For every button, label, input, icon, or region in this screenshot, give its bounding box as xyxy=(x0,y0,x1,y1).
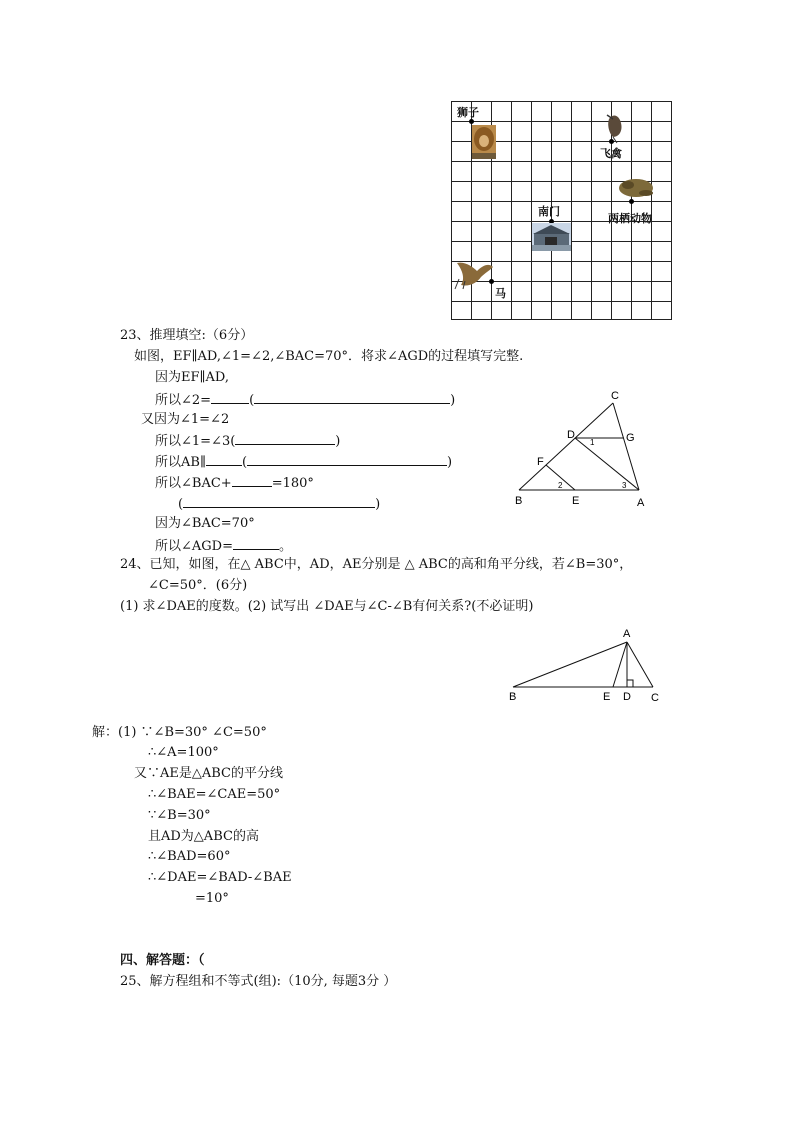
solution-line5: 且AD为△ABC的高 xyxy=(148,829,259,844)
solution-line8: =10° xyxy=(195,891,229,906)
horse-picture xyxy=(455,263,493,289)
frog-picture xyxy=(619,179,653,197)
gate-label: 南门 xyxy=(538,205,560,218)
fig23-angle-3: 3 xyxy=(622,481,627,490)
solution-line6: ∴∠BAD=60° xyxy=(148,849,231,864)
fig23-label-C: C xyxy=(611,390,619,402)
fig23-label-A: A xyxy=(637,497,645,509)
fig24-label-C: C xyxy=(651,692,659,704)
amphibian-label: 两栖动物 xyxy=(608,212,652,225)
horse-point xyxy=(489,279,494,284)
q24-title2: ∠C=50°．(6分) xyxy=(148,578,248,593)
solution-line4: ∵∠B=30° xyxy=(148,808,211,823)
q23-line8: 因为∠BAC=70° xyxy=(155,516,255,531)
q23-line6: 所以∠BAC+ =180° xyxy=(155,476,314,491)
fig24-label-B: B xyxy=(509,691,517,703)
bird-point xyxy=(609,139,614,144)
fig23-angle-1: 1 xyxy=(590,438,595,447)
q25-title: 25、解方程组和不等式(组):（10分, 每题3分 ） xyxy=(120,974,397,989)
q23-line1: 因为EF∥AD, xyxy=(155,370,229,385)
amphibian-point xyxy=(629,199,634,204)
q23-line3: 又因为∠1=∠2 xyxy=(141,412,230,427)
bird-picture xyxy=(607,115,622,143)
section4-heading: 四、解答题：（ xyxy=(120,953,205,968)
q23-figure xyxy=(510,386,650,510)
solution-line1: ∴∠A=100° xyxy=(148,745,219,760)
horse-label: 马 xyxy=(495,287,506,300)
q23-line4: 所以∠1=∠3( ) xyxy=(155,434,341,449)
q23-title: 23、推理填空:（6分） xyxy=(120,328,254,343)
fig23-label-B: B xyxy=(515,495,523,507)
gate-picture xyxy=(532,223,571,251)
fig24-label-E: E xyxy=(603,691,611,703)
fig23-label-D: D xyxy=(567,429,575,441)
bird-label: 飞禽 xyxy=(600,147,622,160)
q24-question: (1) 求∠DAE的度数。(2) 试写出 ∠DAE与∠C-∠B有何关系?(不必证明) xyxy=(120,599,534,614)
solution-line7: ∴∠DAE=∠BAD-∠BAE xyxy=(148,870,292,885)
fig23-label-F: F xyxy=(537,456,544,468)
q23-line7: ( ) xyxy=(178,497,381,512)
solution-line3: ∴∠BAE=∠CAE=50° xyxy=(148,787,281,802)
zoo-grid-map xyxy=(451,101,672,320)
q24-figure xyxy=(505,624,665,708)
solution-line2: 又∵AE是△ABC的平分线 xyxy=(134,766,284,781)
q23-line9: 所以∠AGD= 。 xyxy=(155,539,292,554)
fig24-label-D: D xyxy=(623,691,631,703)
fig24-label-A: A xyxy=(623,628,631,640)
q23-intro: 如图，EF∥AD,∠1=∠2,∠BAC=70°．将求∠AGD的过程填写完整. xyxy=(134,349,524,364)
q23-line2: 所以∠2= ( ) xyxy=(155,393,456,408)
solution-line0: 解：(1) ∵∠B=30° ∠C=50° xyxy=(92,725,267,740)
lion-picture xyxy=(472,125,496,159)
q24-title: 24、已知，如图，在△ ABC中，AD，AE分别是 △ ABC的高和角平分线，若∠B=30°， xyxy=(120,557,633,572)
q23-line5: 所以AB∥ ( ) xyxy=(155,455,453,470)
fig23-label-G: G xyxy=(626,432,635,444)
fig23-label-E: E xyxy=(572,495,580,507)
fig23-angle-2: 2 xyxy=(558,481,563,490)
lion-label: 狮子 xyxy=(457,106,479,119)
